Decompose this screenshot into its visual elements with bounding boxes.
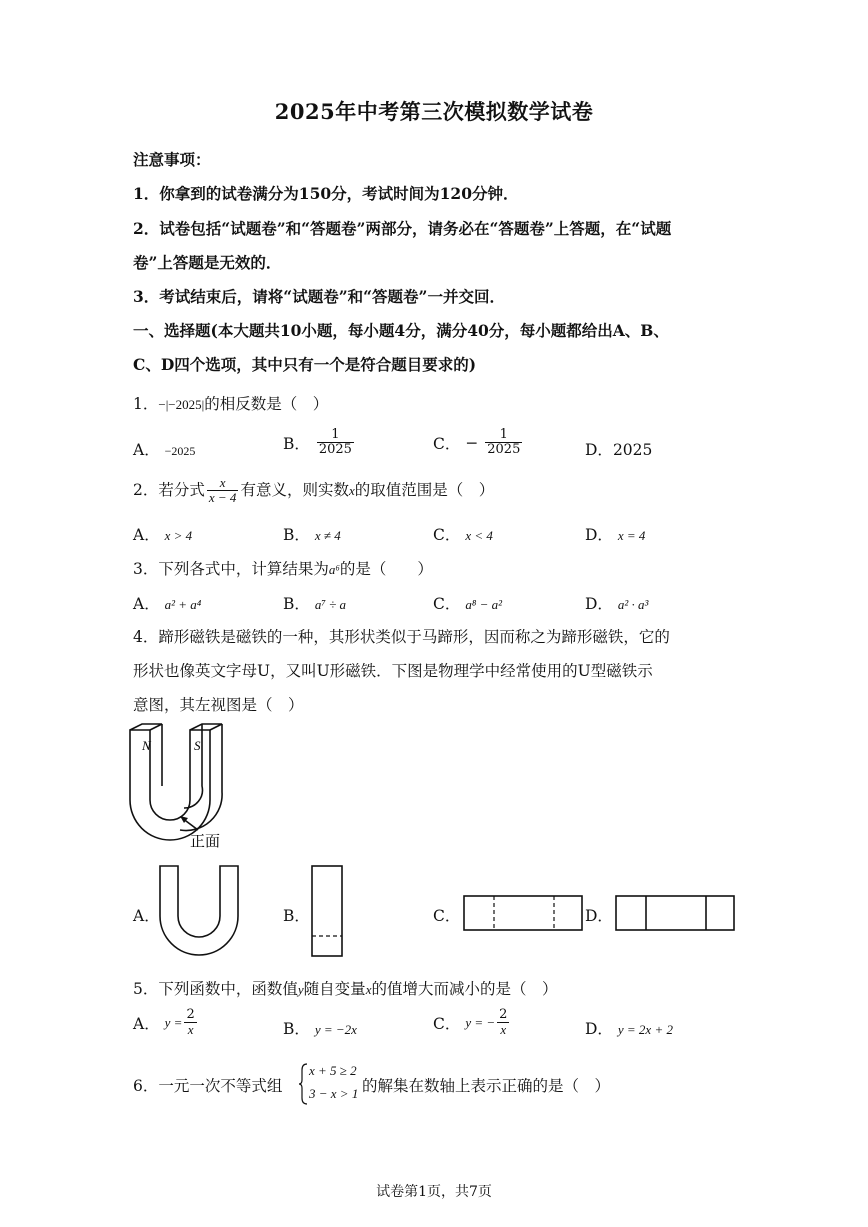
fraction-numerator: 2 bbox=[499, 1007, 508, 1022]
q2-fraction bbox=[207, 476, 239, 506]
q3-text-pre: 下列各式中，计算结果为 bbox=[158, 560, 329, 578]
q5-option-c[interactable] bbox=[433, 1008, 511, 1038]
q5-option-b[interactable] bbox=[283, 1017, 357, 1039]
q2-option-c[interactable] bbox=[433, 523, 493, 545]
fraction-denominator: 2025 bbox=[318, 442, 352, 458]
option-value: x < 4 bbox=[465, 528, 493, 543]
fraction-numerator: x bbox=[207, 476, 239, 491]
q5-var-y: y bbox=[297, 982, 304, 997]
q1-expression: −|−2025| bbox=[158, 397, 205, 412]
q3-option-d[interactable] bbox=[585, 592, 648, 614]
magnet-north-label: N bbox=[142, 738, 151, 753]
q3-option-a[interactable] bbox=[133, 592, 201, 614]
q1-option-c[interactable] bbox=[433, 428, 524, 458]
option-label: D． bbox=[585, 441, 613, 459]
option-label: B． bbox=[283, 595, 310, 613]
q6-text-pre bbox=[133, 1074, 282, 1096]
q2-text-mid: 有意义，则实数 bbox=[240, 480, 349, 499]
q5-text-post: 的值增大而减小的是（ ） bbox=[371, 980, 558, 998]
q6-inequality-1: x + 5 ≥ 2 bbox=[309, 1063, 357, 1078]
q3-text-post: 的是（ ） bbox=[339, 560, 433, 578]
fraction-denominator: x bbox=[187, 1022, 194, 1038]
option-label: C． bbox=[433, 526, 461, 544]
option-lhs: y = − bbox=[465, 1014, 496, 1030]
option-value: a² · a³ bbox=[617, 597, 649, 612]
option-value: x ≠ 4 bbox=[314, 528, 341, 543]
option-label: D． bbox=[585, 526, 613, 544]
q3-option-b[interactable] bbox=[283, 592, 346, 614]
q4-option-d-label[interactable]: D． bbox=[585, 907, 613, 925]
q4-option-d-figure[interactable] bbox=[614, 894, 736, 932]
q6-inequality-system bbox=[298, 1062, 360, 1106]
q4-option-a-label[interactable]: A． bbox=[133, 907, 160, 925]
q6-inequality-2: 3 − x > 1 bbox=[309, 1086, 359, 1101]
option-value: a² + a⁴ bbox=[164, 597, 202, 612]
notice-item-2-cont: 卷”上答题是无效的． bbox=[133, 253, 282, 272]
q1-number: 1． bbox=[133, 395, 159, 413]
q4-option-c-label[interactable]: C． bbox=[433, 907, 461, 925]
q4-option-c-figure[interactable] bbox=[462, 894, 584, 932]
option-label: D． bbox=[585, 595, 613, 613]
q5-number: 5． bbox=[133, 980, 159, 998]
option-label: A． bbox=[133, 441, 160, 459]
option-label: D． bbox=[585, 1020, 613, 1038]
fraction-denominator: x − 4 bbox=[208, 490, 237, 506]
q4-option-a-figure[interactable] bbox=[158, 864, 240, 960]
q5-text-mid: 随自变量 bbox=[303, 980, 366, 998]
minus-sign: − bbox=[465, 433, 479, 452]
option-value: x > 4 bbox=[164, 528, 193, 543]
question-3 bbox=[133, 557, 433, 579]
q4-option-b-figure[interactable] bbox=[310, 864, 344, 958]
option-value: −2025 bbox=[164, 444, 196, 458]
q1-option-a[interactable] bbox=[133, 438, 195, 460]
q6-text-post: 的解集在数轴上表示正确的是（ ） bbox=[362, 1077, 611, 1095]
option-lhs: y = bbox=[164, 1014, 183, 1030]
page-footer: 试卷第1页，共7页 bbox=[376, 1184, 492, 1200]
section-heading-line2: C、D四个选项，其中只有一个是符合题目要求的) bbox=[133, 355, 477, 374]
q1-text: 的相反数是（ ） bbox=[204, 395, 329, 413]
option-label: A． bbox=[133, 595, 160, 613]
question-1 bbox=[133, 392, 328, 414]
fraction-numerator: 2 bbox=[186, 1007, 195, 1022]
option-value: a⁸ − a² bbox=[465, 597, 503, 612]
magnet-south-label: S bbox=[194, 738, 201, 753]
fraction-numerator: 1 bbox=[485, 428, 522, 443]
option-label: B． bbox=[283, 434, 310, 453]
q5-var-x: x bbox=[365, 982, 372, 997]
notice-item-1: 1．你拿到的试卷满分为150分，考试时间为120分钟． bbox=[133, 184, 519, 203]
fraction-denominator: x bbox=[500, 1022, 507, 1038]
option-label: C． bbox=[433, 595, 461, 613]
q4-text-line1: 4．蹄形磁铁是磁铁的一种，其形状类似于马蹄形，因而称之为蹄形磁铁，它的 bbox=[133, 628, 670, 646]
question-2 bbox=[133, 476, 494, 506]
q5-option-d[interactable] bbox=[585, 1017, 673, 1039]
option-value: y = 2x + 2 bbox=[617, 1022, 673, 1037]
option-label: C． bbox=[433, 434, 461, 453]
q2-option-b[interactable] bbox=[283, 523, 341, 545]
q2-number: 2． bbox=[133, 480, 159, 499]
option-label: C． bbox=[433, 1014, 461, 1033]
q1-option-d[interactable] bbox=[585, 438, 652, 460]
u-magnet-diagram bbox=[120, 722, 260, 852]
option-label: A． bbox=[133, 1014, 160, 1033]
q6-number: 6． bbox=[133, 1077, 159, 1095]
q5-option-a[interactable] bbox=[133, 1008, 199, 1038]
option-label: B． bbox=[283, 526, 310, 544]
q2-text-post: 的取值范围是（ ） bbox=[354, 480, 495, 499]
fraction bbox=[317, 428, 354, 458]
fraction-denominator: 2025 bbox=[487, 442, 521, 458]
q2-option-d[interactable] bbox=[585, 523, 645, 545]
notice-heading: 注意事项： bbox=[133, 150, 211, 169]
notice-item-2: 2．试卷包括“试题卷”和“答题卷”两部分，请务必在“答题卷”上答题，在“试题 bbox=[133, 219, 672, 238]
q3-option-c[interactable] bbox=[433, 592, 502, 614]
q2-option-a[interactable] bbox=[133, 523, 192, 545]
option-value: a⁷ ÷ a bbox=[314, 597, 346, 612]
page-title: 2025年中考第三次模拟数学试卷 bbox=[274, 99, 594, 124]
left-brace-icon bbox=[298, 1062, 308, 1106]
q2-variable: x bbox=[348, 482, 355, 498]
q1-option-b[interactable] bbox=[283, 428, 356, 458]
q5-text-pre: 下列函数中，函数值 bbox=[158, 980, 298, 998]
option-value: x = 4 bbox=[617, 528, 646, 543]
option-label: A． bbox=[133, 526, 160, 544]
q4-text-line2: 形状也像英文字母U，又叫U形磁铁．下图是物理学中经常使用的U型磁铁示 bbox=[133, 662, 653, 680]
q3-number: 3． bbox=[133, 560, 159, 578]
option-value: y = −2x bbox=[314, 1022, 357, 1037]
fraction-numerator: 1 bbox=[317, 428, 354, 443]
fraction bbox=[485, 428, 522, 458]
front-face-label: 正面 bbox=[190, 832, 221, 850]
question-5 bbox=[133, 977, 557, 999]
q6-text: 一元一次不等式组 bbox=[158, 1077, 283, 1095]
q4-option-b-label[interactable]: B． bbox=[283, 907, 310, 925]
option-label: B． bbox=[283, 1020, 310, 1038]
fraction bbox=[184, 1008, 196, 1038]
notice-item-3: 3．考试结束后，请将“试题卷”和“答题卷”一并交回． bbox=[133, 287, 505, 306]
section-heading-line1: 一、选择题(本大题共10小题，每小题4分，满分40分，每小题都给出A、B、 bbox=[133, 321, 669, 340]
fraction bbox=[497, 1008, 509, 1038]
option-value: 2025 bbox=[612, 441, 653, 459]
q3-expression: a⁶ bbox=[328, 562, 340, 577]
q4-text-line3: 意图，其左视图是（ ） bbox=[133, 696, 304, 714]
q2-text-pre: 若分式 bbox=[158, 480, 205, 499]
